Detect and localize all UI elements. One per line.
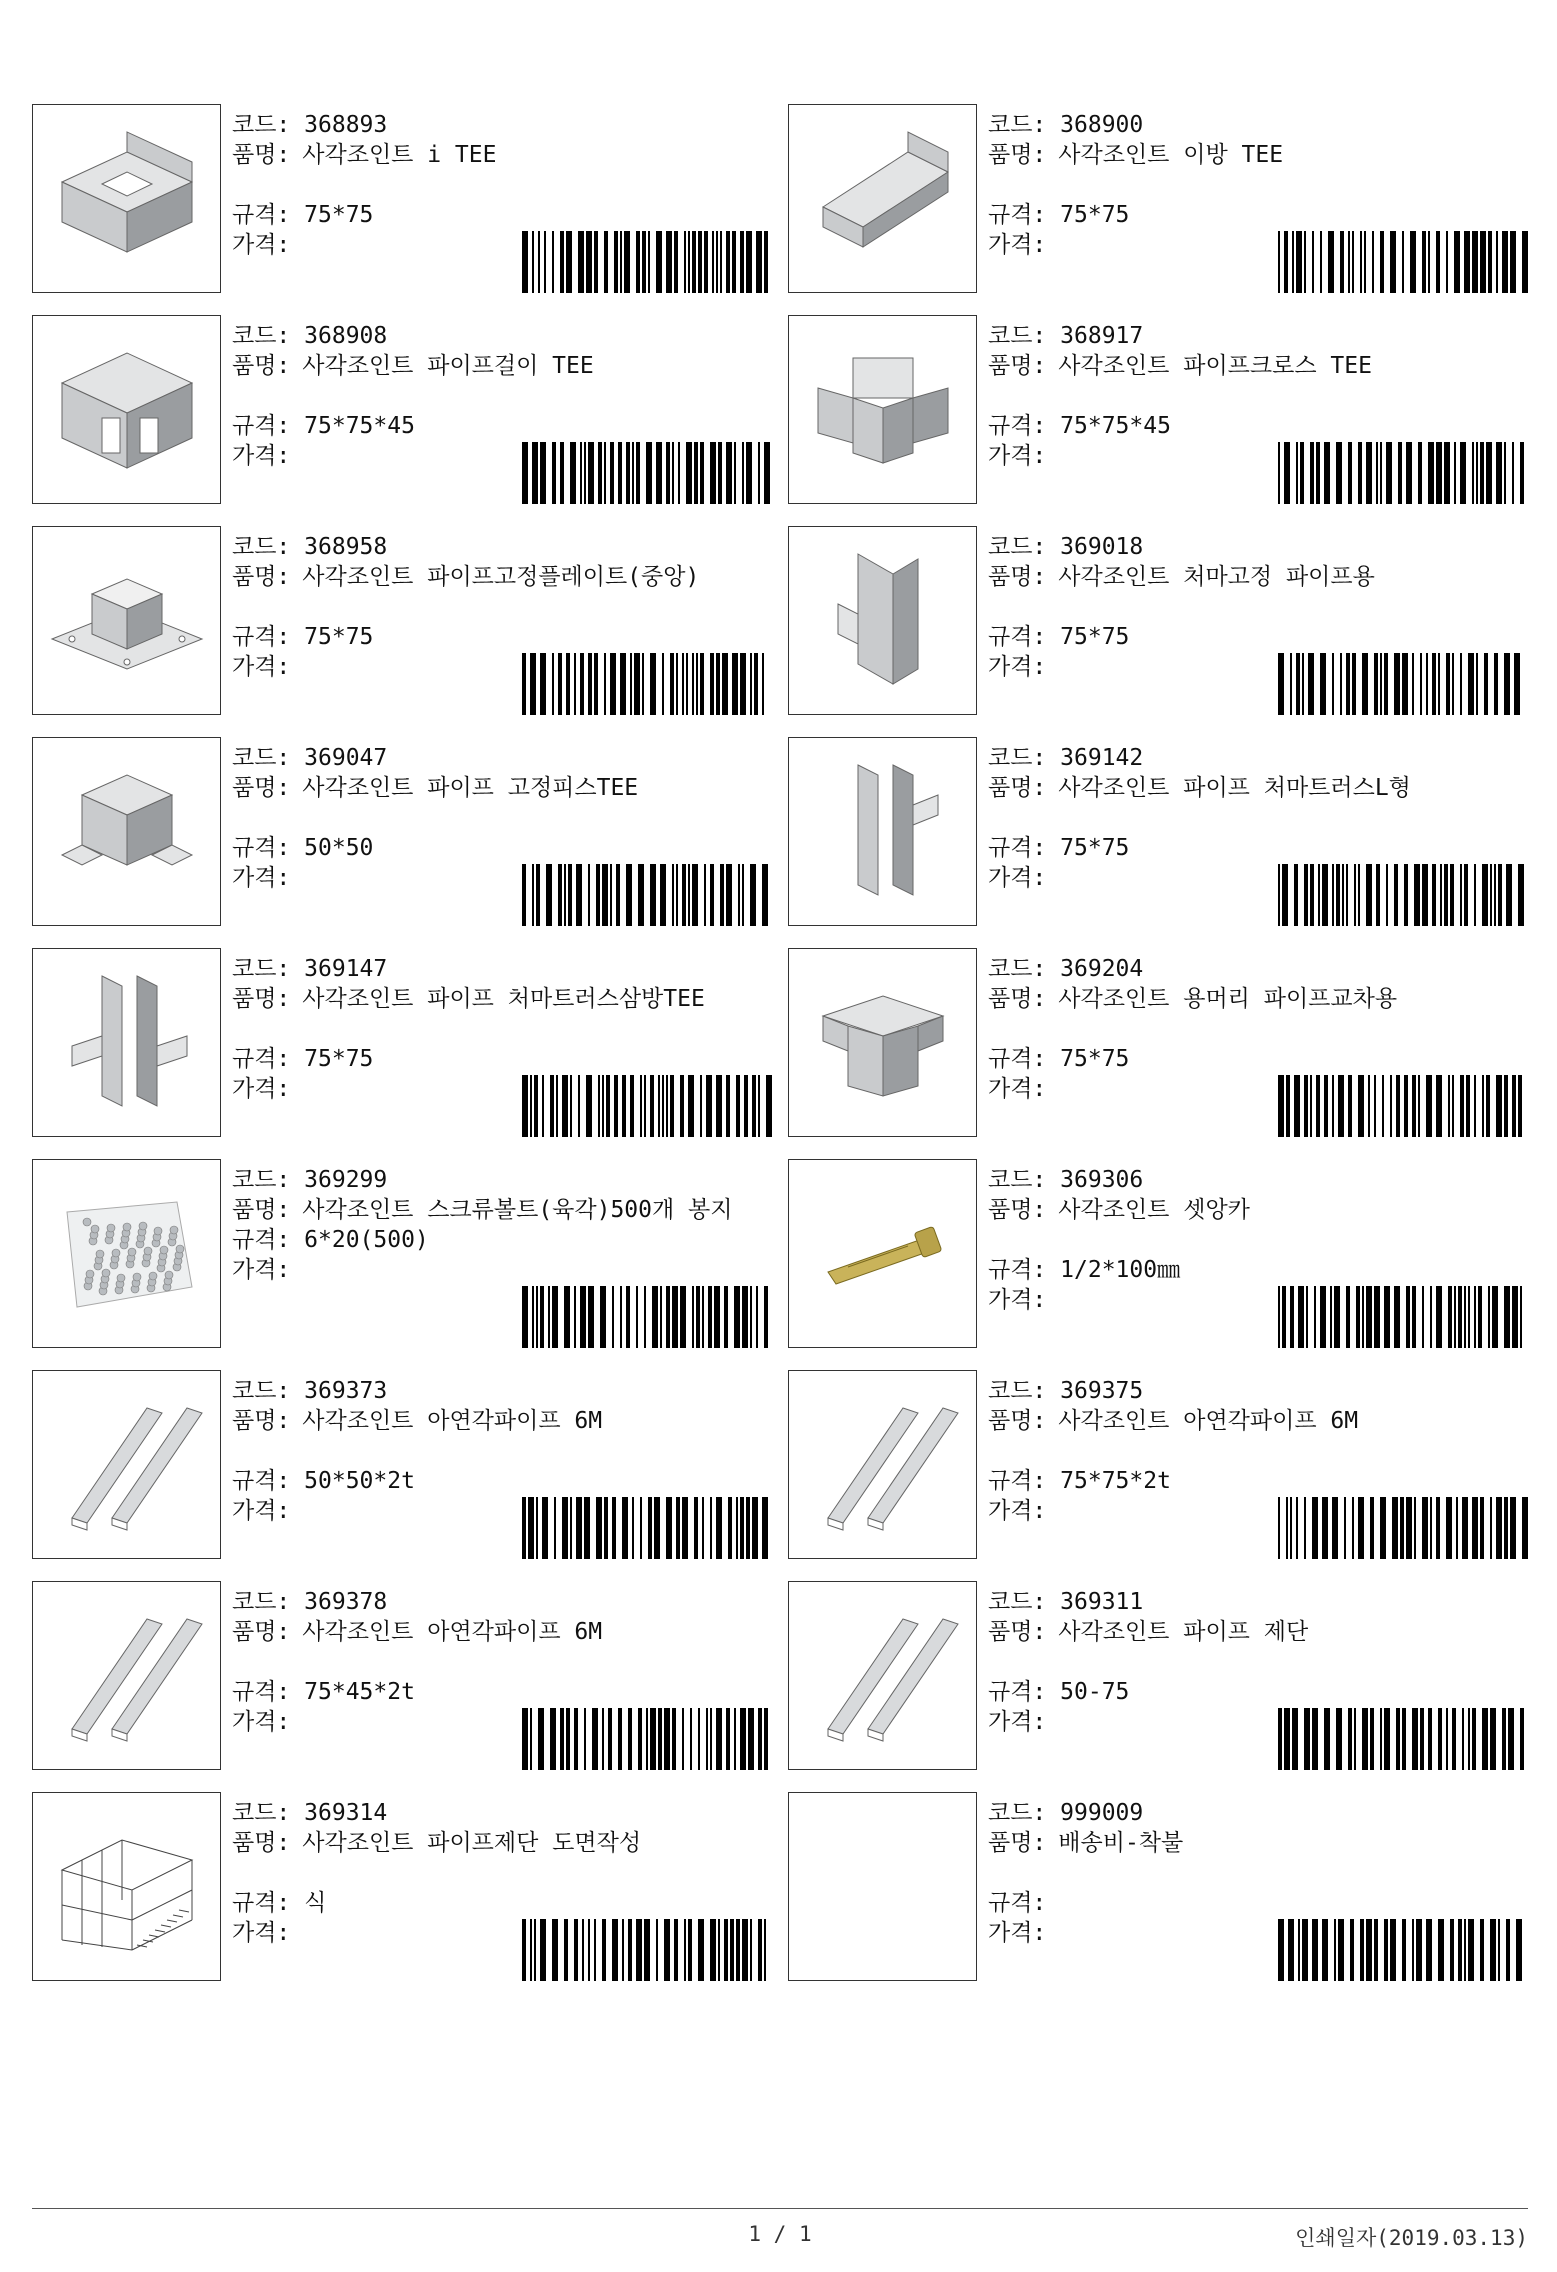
- code-line: [232, 1587, 772, 1617]
- product-code: 369299: [304, 1167, 388, 1193]
- product-name: 사각조인트 용머리 파이프교차용: [1058, 986, 1398, 1012]
- i-tee-bracket-icon: [42, 112, 212, 286]
- barcode: [522, 653, 772, 715]
- product-code: 368900: [1060, 112, 1144, 138]
- product-spec: 75*75: [1060, 624, 1130, 650]
- ridge-cross-bracket-icon: [798, 956, 968, 1130]
- spec-label: 규격:: [988, 1679, 1047, 1705]
- code-label: 코드:: [232, 534, 291, 560]
- product-card: [788, 104, 1528, 293]
- product-name: 배송비-착불: [1058, 1830, 1184, 1856]
- code-label: 코드:: [988, 1589, 1047, 1615]
- product-code: 369142: [1060, 745, 1144, 771]
- code-label: 코드:: [988, 112, 1047, 138]
- price-label: 가격:: [988, 1076, 1047, 1102]
- product-image: [788, 1581, 977, 1770]
- product-name: 사각조인트 파이프 처마트러스삼방TEE: [302, 986, 705, 1012]
- product-code: 369373: [304, 1378, 388, 1404]
- product-image: [788, 737, 977, 926]
- product-card: [788, 1159, 1528, 1348]
- code-label: 코드:: [232, 745, 291, 771]
- name-label: 품명:: [988, 775, 1047, 801]
- price-label: 가격:: [988, 1709, 1047, 1735]
- spec-line: [988, 200, 1528, 230]
- product-name: 사각조인트 파이프 고정피스TEE: [302, 775, 639, 801]
- product-image: [32, 737, 221, 926]
- code-label: 코드:: [988, 1167, 1047, 1193]
- product-spec: 75*75: [1060, 835, 1130, 861]
- spec-line: [232, 1677, 772, 1707]
- code-label: 코드:: [988, 1378, 1047, 1404]
- name-line: [232, 773, 772, 803]
- product-spec: 50*50*2t: [304, 1468, 415, 1494]
- name-line: [988, 1195, 1528, 1225]
- price-line: [232, 1255, 772, 1285]
- spec-label: 규격:: [988, 1468, 1047, 1494]
- name-label: 품명:: [988, 1197, 1047, 1223]
- eave-bracket-icon: [798, 534, 968, 708]
- spec-label: 규격:: [232, 413, 291, 439]
- price-label: 가격:: [232, 654, 291, 680]
- spec-line: [232, 200, 772, 230]
- barcode: [1278, 864, 1528, 926]
- product-card: [788, 315, 1528, 504]
- product-spec: 75*75: [304, 1046, 374, 1072]
- barcode: [1278, 1286, 1528, 1348]
- barcode: [1278, 1497, 1528, 1559]
- product-card: [788, 1792, 1528, 1981]
- spec-line: [232, 1888, 772, 1918]
- spec-line: [988, 1044, 1528, 1074]
- price-label: 가격:: [988, 1920, 1047, 1946]
- product-image: [788, 315, 977, 504]
- product-spec: 75*75: [1060, 202, 1130, 228]
- code-line: [232, 110, 772, 140]
- footer-divider: [32, 2208, 1528, 2209]
- product-spec: 50*50: [304, 835, 374, 861]
- spec-label: 규격:: [232, 1679, 291, 1705]
- product-card: [788, 948, 1528, 1137]
- name-label: 품명:: [232, 775, 291, 801]
- barcode: [1278, 1708, 1528, 1770]
- barcode: [522, 1075, 772, 1137]
- product-spec: 75*75*45: [304, 413, 415, 439]
- product-image: [32, 526, 221, 715]
- code-label: 코드:: [232, 323, 291, 349]
- price-label: 가격:: [232, 1257, 291, 1283]
- code-line: [988, 954, 1528, 984]
- code-line: [988, 743, 1528, 773]
- spec-label: 규격:: [988, 413, 1047, 439]
- product-spec: 1/2*100㎜: [1060, 1257, 1181, 1283]
- spec-label: 규격:: [232, 1046, 291, 1072]
- price-label: 가격:: [232, 1076, 291, 1102]
- product-spec: 75*75: [1060, 1046, 1130, 1072]
- code-line: [988, 1798, 1528, 1828]
- product-spec: 75*75*45: [1060, 413, 1171, 439]
- code-line: [232, 954, 772, 984]
- square-pipes-icon: [798, 1378, 968, 1552]
- name-line: [232, 1406, 772, 1436]
- name-line: [232, 984, 772, 1014]
- spec-line: [988, 622, 1528, 652]
- code-line: [232, 1165, 772, 1195]
- eave-truss-l-icon: [798, 745, 968, 919]
- square-pipes-icon: [42, 1378, 212, 1552]
- code-line: [232, 1798, 772, 1828]
- spec-line: [988, 1255, 1528, 1285]
- barcode: [1278, 231, 1528, 293]
- name-line: [988, 773, 1528, 803]
- product-code: 369375: [1060, 1378, 1144, 1404]
- name-line: [232, 1828, 772, 1858]
- product-image: [32, 104, 221, 293]
- name-label: 품명:: [232, 1619, 291, 1645]
- product-name: 사각조인트 파이프걸이 TEE: [302, 353, 594, 379]
- code-label: 코드:: [232, 1800, 291, 1826]
- price-label: 가격:: [988, 232, 1047, 258]
- spec-line: [988, 1677, 1528, 1707]
- name-line: [988, 351, 1528, 381]
- code-label: 코드:: [988, 323, 1047, 349]
- product-image: [788, 1159, 977, 1348]
- product-image: [32, 1792, 221, 1981]
- barcode: [522, 1286, 772, 1348]
- code-line: [232, 532, 772, 562]
- base-plate-icon: [42, 534, 212, 708]
- barcode: [1278, 1075, 1528, 1137]
- spec-label: 규격:: [232, 1468, 291, 1494]
- product-image: [32, 1370, 221, 1559]
- name-line: [232, 1617, 772, 1647]
- spec-line: [232, 411, 772, 441]
- pipe-hanger-tee-icon: [42, 323, 212, 497]
- code-label: 코드:: [232, 112, 291, 138]
- code-line: [988, 1587, 1528, 1617]
- name-label: 품명:: [232, 1408, 291, 1434]
- spec-label: 규격:: [988, 624, 1047, 650]
- product-image: [788, 1792, 977, 1981]
- product-card: [32, 104, 772, 293]
- code-label: 코드:: [988, 1800, 1047, 1826]
- product-spec: 6*20(500): [304, 1227, 429, 1253]
- product-card: [32, 526, 772, 715]
- name-label: 품명:: [988, 1619, 1047, 1645]
- code-line: [988, 321, 1528, 351]
- structure-drawing-icon: [42, 1800, 212, 1974]
- product-image: [32, 315, 221, 504]
- product-catalog-grid: [32, 104, 1532, 1981]
- product-image: [788, 104, 977, 293]
- product-spec: 75*45*2t: [304, 1679, 415, 1705]
- code-line: [232, 321, 772, 351]
- name-label: 품명:: [232, 142, 291, 168]
- anchor-bolt-icon: [798, 1167, 968, 1341]
- code-label: 코드:: [232, 956, 291, 982]
- barcode: [522, 864, 772, 926]
- product-card: [32, 315, 772, 504]
- barcode: [522, 1497, 772, 1559]
- name-label: 품명:: [988, 1408, 1047, 1434]
- product-name: 사각조인트 i TEE: [302, 142, 497, 168]
- spec-label: 규격:: [988, 202, 1047, 228]
- name-label: 품명:: [988, 142, 1047, 168]
- spec-line: [232, 833, 772, 863]
- spec-label: 규격:: [988, 1890, 1047, 1916]
- name-line: [988, 1828, 1528, 1858]
- product-card: [32, 1370, 772, 1559]
- barcode: [522, 1919, 772, 1981]
- product-image: [32, 1581, 221, 1770]
- product-name: 사각조인트 파이프크로스 TEE: [1058, 353, 1372, 379]
- name-label: 품명:: [232, 353, 291, 379]
- product-code: 369311: [1060, 1589, 1144, 1615]
- print-date: 인쇄일자(2019.03.13): [1295, 2226, 1528, 2250]
- name-line: [232, 140, 772, 170]
- barcode: [1278, 1919, 1528, 1981]
- product-card: [788, 526, 1528, 715]
- product-name: 사각조인트 파이프고정플레이트(중앙): [302, 564, 700, 590]
- product-code: 368917: [1060, 323, 1144, 349]
- price-label: 가격:: [988, 865, 1047, 891]
- code-line: [232, 1376, 772, 1406]
- product-code: 369018: [1060, 534, 1144, 560]
- name-label: 품명:: [232, 1197, 291, 1223]
- product-name: 사각조인트 스크류볼트(육각)500개 봉지: [302, 1197, 733, 1223]
- code-label: 코드:: [988, 534, 1047, 560]
- name-line: [988, 1406, 1528, 1436]
- spec-line: [988, 1888, 1528, 1918]
- name-label: 품명:: [232, 986, 291, 1012]
- code-label: 코드:: [232, 1589, 291, 1615]
- barcode: [522, 1708, 772, 1770]
- code-line: [988, 1376, 1528, 1406]
- name-line: [232, 351, 772, 381]
- product-name: 사각조인트 셋앙카: [1058, 1197, 1250, 1223]
- product-code: 369204: [1060, 956, 1144, 982]
- price-label: 가격:: [232, 232, 291, 258]
- product-name: 사각조인트 처마고정 파이프용: [1058, 564, 1375, 590]
- code-line: [988, 1165, 1528, 1195]
- name-line: [988, 140, 1528, 170]
- price-label: 가격:: [988, 654, 1047, 680]
- screw-bag-icon: [42, 1167, 212, 1341]
- code-label: 코드:: [232, 1167, 291, 1193]
- pipe-cross-tee-icon: [798, 323, 968, 497]
- spec-label: 규격:: [232, 835, 291, 861]
- product-code: 368908: [304, 323, 388, 349]
- price-label: 가격:: [988, 1498, 1047, 1524]
- name-line: [988, 562, 1528, 592]
- product-name: 사각조인트 파이프 처마트러스L형: [1058, 775, 1411, 801]
- product-spec: 50-75: [1060, 1679, 1130, 1705]
- product-code: 369306: [1060, 1167, 1144, 1193]
- fixing-piece-tee-icon: [42, 745, 212, 919]
- page-number: 1 / 1: [748, 2222, 812, 2246]
- product-code: 999009: [1060, 1800, 1144, 1826]
- price-label: 가격:: [232, 443, 291, 469]
- spec-line: [988, 833, 1528, 863]
- product-card: [32, 948, 772, 1137]
- spec-label: 규격:: [232, 1227, 291, 1253]
- spec-label: 규격:: [988, 835, 1047, 861]
- name-label: 품명:: [988, 986, 1047, 1012]
- spec-label: 규격:: [988, 1046, 1047, 1072]
- product-image: [788, 526, 977, 715]
- product-name: 사각조인트 파이프 제단: [1058, 1619, 1309, 1645]
- price-label: 가격:: [232, 865, 291, 891]
- product-image: [32, 948, 221, 1137]
- product-image: [788, 948, 977, 1137]
- name-label: 품명:: [988, 1830, 1047, 1856]
- product-image: [32, 1159, 221, 1348]
- price-label: 가격:: [988, 1287, 1047, 1313]
- price-label: 가격:: [988, 443, 1047, 469]
- product-spec: 75*75: [304, 624, 374, 650]
- product-code: 369147: [304, 956, 388, 982]
- spec-label: 규격:: [232, 202, 291, 228]
- spec-label: 규격:: [232, 1890, 291, 1916]
- barcode: [522, 442, 772, 504]
- code-line: [232, 743, 772, 773]
- product-code: 369047: [304, 745, 388, 771]
- product-spec: 75*75: [304, 202, 374, 228]
- spec-line: [232, 1044, 772, 1074]
- spec-line: [232, 622, 772, 652]
- product-code: 368893: [304, 112, 388, 138]
- name-line: [232, 562, 772, 592]
- product-spec: 식: [304, 1890, 327, 1916]
- product-name: 사각조인트 이방 TEE: [1058, 142, 1284, 168]
- product-card: [788, 1581, 1528, 1770]
- product-name: 사각조인트 아연각파이프 6M: [1058, 1408, 1359, 1434]
- spec-label: 규격:: [232, 624, 291, 650]
- product-image: [788, 1370, 977, 1559]
- product-card: [32, 737, 772, 926]
- name-line: [232, 1195, 772, 1225]
- barcode: [1278, 442, 1528, 504]
- product-code: 369378: [304, 1589, 388, 1615]
- product-code: 368958: [304, 534, 388, 560]
- name-line: [988, 984, 1528, 1014]
- spec-line: [232, 1466, 772, 1496]
- two-way-tee-bracket-icon: [798, 112, 968, 286]
- name-label: 품명:: [988, 353, 1047, 379]
- name-line: [988, 1617, 1528, 1647]
- product-spec: 75*75*2t: [1060, 1468, 1171, 1494]
- product-card: [32, 1581, 772, 1770]
- product-name: 사각조인트 아연각파이프 6M: [302, 1619, 603, 1645]
- product-name: 사각조인트 파이프제단 도면작성: [302, 1830, 642, 1856]
- product-card: [32, 1159, 772, 1348]
- product-name: 사각조인트 아연각파이프 6M: [302, 1408, 603, 1434]
- square-pipes-icon: [798, 1589, 968, 1763]
- name-label: 품명:: [232, 1830, 291, 1856]
- code-label: 코드:: [988, 745, 1047, 771]
- barcode: [1278, 653, 1528, 715]
- price-label: 가격:: [232, 1709, 291, 1735]
- code-line: [988, 532, 1528, 562]
- code-line: [988, 110, 1528, 140]
- product-card: [788, 737, 1528, 926]
- product-code: 369314: [304, 1800, 388, 1826]
- product-card: [788, 1370, 1528, 1559]
- barcode: [522, 231, 772, 293]
- spec-line: [988, 411, 1528, 441]
- price-label: 가격:: [232, 1498, 291, 1524]
- eave-truss-three-way-icon: [42, 956, 212, 1130]
- name-label: 품명:: [232, 564, 291, 590]
- product-card: [32, 1792, 772, 1981]
- square-pipes-icon: [42, 1589, 212, 1763]
- price-label: 가격:: [232, 1920, 291, 1946]
- spec-label: 규격:: [988, 1257, 1047, 1283]
- spec-line: [988, 1466, 1528, 1496]
- spec-line: [232, 1225, 772, 1255]
- code-label: 코드:: [232, 1378, 291, 1404]
- code-label: 코드:: [988, 956, 1047, 982]
- name-label: 품명:: [988, 564, 1047, 590]
